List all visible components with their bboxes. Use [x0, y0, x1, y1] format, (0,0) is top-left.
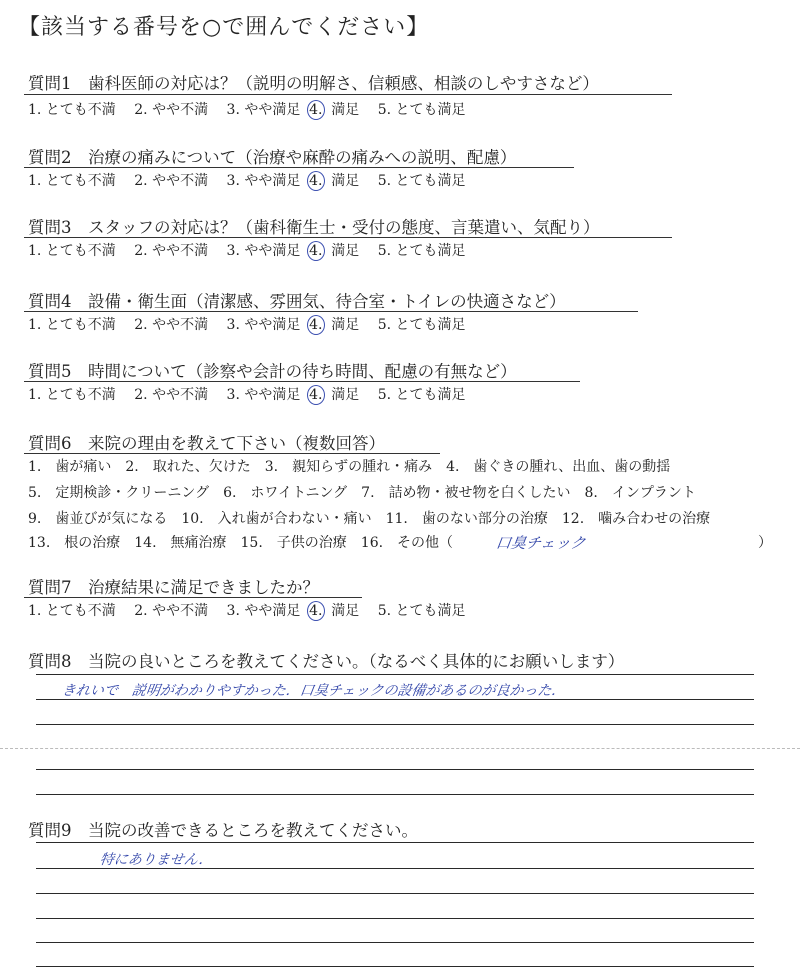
question-5-options [28, 384, 480, 405]
question-9-title: 質問9 当院の改善できるところを教えてください。 [28, 821, 418, 840]
question-1-underline [24, 94, 672, 95]
question-2-title: 質問2 治療の痛みについて（治療や麻酔の痛みへの説明、配慮） [28, 148, 517, 167]
q6-options-row-2[interactable]: 5. 定期検診・クリーニング 6. ホワイトニング 7. 詰め物・被せ物を白くしたい 8. インプラント [28, 485, 696, 501]
q3-option-3[interactable]: 3. やや満足 [226, 243, 301, 259]
q1-option-2[interactable]: 2. やや不満 [134, 102, 209, 118]
q6-options-row-1[interactable]: 1. 歯が痛い 2. 取れた、欠けた 3. 親知らずの腫れ・痛み 4. 歯ぐきの腫れ、出血、歯の動揺 [28, 459, 671, 475]
q7-option-4-label: 満足 [331, 603, 360, 619]
q2-option-1[interactable]: 1. とても不満 [28, 173, 116, 189]
q5-option-2[interactable]: 2. やや不満 [134, 387, 209, 403]
q7-option-1[interactable]: 1. とても不満 [28, 603, 116, 619]
question-3-options [28, 240, 480, 261]
q3-option-4-circled[interactable]: 4. [307, 241, 325, 261]
q4-option-3[interactable]: 3. やや満足 [226, 317, 301, 333]
question-8-title: 質問8 当院の良いところを教えてください。（なるべく具体的にお願いします） [28, 652, 625, 671]
question-7-title: 質問7 治療結果に満足できましたか？ [28, 578, 319, 597]
q7-option-3[interactable]: 3. やや満足 [226, 603, 301, 619]
q5-option-5[interactable]: 5. とても満足 [377, 387, 466, 403]
question-4-underline [24, 311, 638, 312]
q6-other-close-paren: ） [758, 535, 772, 551]
q2-option-4-label: 満足 [331, 173, 360, 189]
q2-option-2[interactable]: 2. やや不満 [134, 173, 209, 189]
q4-option-5[interactable]: 5. とても満足 [377, 317, 466, 333]
q8-writing-line-4 [36, 769, 754, 770]
q3-option-4-label: 満足 [331, 243, 360, 259]
q7-option-5[interactable]: 5. とても満足 [377, 603, 466, 619]
question-3-underline [24, 237, 672, 238]
q2-option-5[interactable]: 5. とても満足 [377, 173, 466, 189]
question-6-title: 質問6 来院の理由を教えて下さい（複数回答） [28, 434, 385, 453]
q3-option-5[interactable]: 5. とても満足 [377, 243, 466, 259]
q1-option-5[interactable]: 5. とても満足 [377, 102, 466, 118]
q4-option-4-circled[interactable]: 4. [307, 315, 325, 335]
q9-writing-line-2 [36, 868, 754, 869]
q6-other-handwritten: 口臭チェック [494, 534, 587, 552]
form-heading: 【該当する番号を○で囲んでください】 [18, 15, 430, 40]
q1-option-4-label: 満足 [331, 102, 360, 118]
q1-option-4-circled[interactable]: 4. [307, 100, 325, 120]
q8-writing-line-3 [36, 724, 754, 725]
q7-option-4-circled[interactable]: 4. [307, 601, 325, 621]
question-1-options [28, 99, 480, 120]
question-1-title: 質問1 歯科医師の対応は？（説明の明解さ、信頼感、相談のしやすさなど） [28, 74, 599, 93]
q9-handwritten-answer: 特にありません． [98, 852, 214, 868]
q8-writing-line-1 [36, 674, 754, 675]
q4-option-2[interactable]: 2. やや不満 [134, 317, 209, 333]
question-3-title: 質問3 スタッフの対応は？（歯科衛生士・受付の態度、言葉遣い、気配り） [28, 218, 600, 237]
q6-options-row-4[interactable]: 13. 根の治療 14. 無痛治療 15. 子供の治療 16. その他（ [28, 535, 454, 551]
question-2-options [28, 170, 480, 191]
question-4-options [28, 314, 480, 335]
q9-writing-line-5 [36, 942, 754, 943]
q9-writing-line-3 [36, 893, 754, 894]
q6-options-row-3[interactable]: 9. 歯並びが気になる 10. 入れ歯が合わない・痛い 11. 歯のない部分の治療 12. 噛み合わせの治療 [28, 511, 711, 527]
question-4-title: 質問4 設備・衛生面（清潔感、雰囲気、待合室・トイレの快適さなど） [28, 292, 566, 311]
q3-option-2[interactable]: 2. やや不満 [134, 243, 209, 259]
question-7-underline [24, 597, 362, 598]
q5-option-1[interactable]: 1. とても不満 [28, 387, 116, 403]
q4-option-1[interactable]: 1. とても不満 [28, 317, 116, 333]
question-5-title: 質問5 時間について（診察や会計の待ち時間、配慮の有無など） [28, 362, 517, 381]
q8-handwritten-answer: きれいで 説明がわかりやすかった．口臭チェックの設備があるのが良かった． [60, 683, 567, 699]
question-7-options [28, 600, 480, 621]
q4-option-4-label: 満足 [331, 317, 360, 333]
question-6-underline [24, 453, 440, 454]
q9-writing-line-1 [36, 842, 754, 843]
q1-option-3[interactable]: 3. やや満足 [226, 102, 301, 118]
q2-option-3[interactable]: 3. やや満足 [226, 173, 301, 189]
q5-option-4-label: 満足 [331, 387, 360, 403]
q9-writing-line-4 [36, 918, 754, 919]
q1-option-1[interactable]: 1. とても不満 [28, 102, 116, 118]
question-5-underline [24, 381, 580, 382]
q7-option-2[interactable]: 2. やや不満 [134, 603, 209, 619]
q5-option-3[interactable]: 3. やや満足 [226, 387, 301, 403]
q3-option-1[interactable]: 1. とても不満 [28, 243, 116, 259]
q9-writing-line-6 [36, 966, 754, 967]
question-2-underline [24, 167, 574, 168]
q5-option-4-circled[interactable]: 4. [307, 385, 325, 405]
q8-writing-line-2 [36, 699, 754, 700]
page-fold-divider [0, 748, 800, 749]
q2-option-4-circled[interactable]: 4. [307, 171, 325, 191]
q8-writing-line-5 [36, 794, 754, 795]
